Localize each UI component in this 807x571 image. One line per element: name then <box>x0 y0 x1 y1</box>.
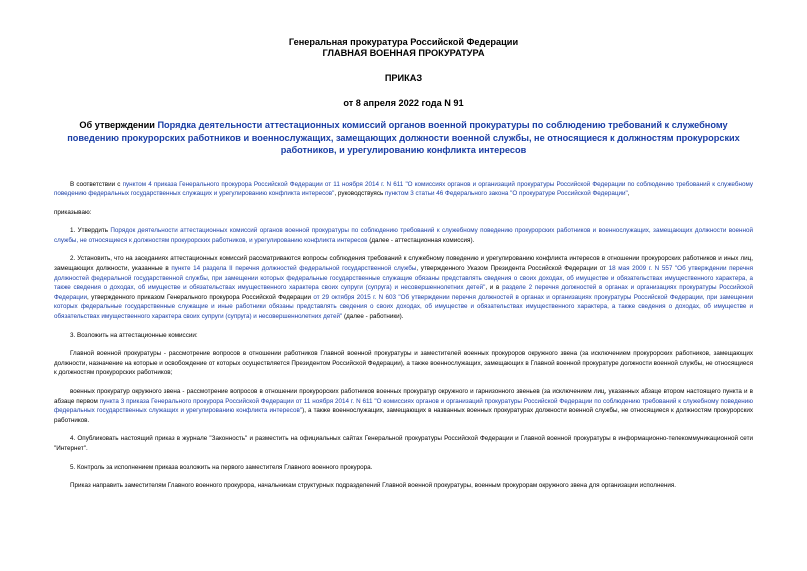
item-1: 1. Утвердить Порядок деятельности аттестационных комиссий органов военной прокуратуры по соблюдению требований к служебному поведению прокурорских работников и военнослужащих, замещающих должности военной службы, не относящиеся к должностям прокурорских работников, и урегулированию конфликта интересов (далее - аттестационная комиссия). <box>54 227 753 244</box>
distribution-paragraph: Приказ направить заместителям Главного военного прокурора, начальникам структурных подразделений Главной военной прокуратуры, военным прокурорам окружного звена для организации исполнения. <box>70 482 677 490</box>
preamble-paragraph: В соответствии с пунктом 4 приказа Генерального прокурора Российской Федерации от 11 ноября 2014 г. N 611 "О комиссиях органов и организаций прокуратуры Российской Федерации по соблюдению требований к служебному поведению федеральных государственных служащих и урегулированию конфликта интересов", руководствуясь пунктом 3 статьи 46 Федерального закона "О прокуратуре Российской Федерации", <box>54 180 754 198</box>
document-type: ПРИКАЗ <box>384 73 423 83</box>
item-2: 2. Установить, что на заседаниях аттестационных комиссий рассматриваются вопросы соблюдения требований к служебному поведению и урегулированию конфликта интересов в отношении прокурорских работников и иных лиц, замещающих должности, указанные в пункте 14 раздела II перечня должностей федеральной государственной службы, утвержденного Указом Президента Российской Федерации от 18 мая 2009 г. N 557 "Об утверждении перечня должностей федеральной государственной службы, при замещении которых федеральные государственные служащие обязаны представлять сведения о своих доходах, об имуществе и обязательствах имущественного характера, а также сведения о доходах, об имуществе и обязательствах имущественного характера своих супруги (супруга) и несовершеннолетних детей", и в разделе 2 перечня должностей в органах и организациях прокуратуры Российской Федерации, утвержденного приказом Генерального прокурора Российской Федерации от 29 октября 2015 г. N 603 "Об утверждении перечня должностей в органах и организациях прокуратуры Российской Федерации, при замещении которых федеральные государственные служащие и иные работники обязаны представлять сведения о своих доходах, об имуществе и обязательствах имущественного характера, а также сведения о доходах, об имуществе и обязательствах имущественного характера своих супруги (супруга) и несовершеннолетних детей" (далее - работники). <box>54 255 753 321</box>
section-2-link[interactable]: разделе 2 перечня должностей в органах и организациях прокуратуры Российской Федерации <box>54 284 753 301</box>
issuer-line-1: Генеральная прокуратура Российской Федерации <box>288 37 519 47</box>
order-word: приказываю: <box>54 208 92 216</box>
title-prefix: Об утверждении <box>79 120 158 130</box>
procedure-link[interactable]: Порядок деятельности аттестационных комиссий органов военной прокуратуры по соблюдению требований к служебному поведению прокурорских работников и военнослужащих, замещающих должности военной службы, не относящиеся к должностям прокурорских работников, и урегулированию конфликта интересов <box>54 227 753 244</box>
document-date-number: от 8 апреля 2022 года N 91 <box>343 98 464 108</box>
law-article-46-link[interactable]: пунктом 3 статьи 46 Федерального закона "О прокуратуре Российской Федерации" <box>385 190 628 198</box>
item-4: 4. Опубликовать настоящий приказ в журнале "Законность" и разместить на официальных сайтах Генеральной прокуратуры Российской Федерации и Главной военной прокуратуры в информационно-телекоммуникационной сети "Интернет". <box>54 435 753 452</box>
order-611-point-3-link[interactable]: пункта 3 приказа Генерального прокурора Российской Федерации от 11 ноября 2014 г. N 611 "О комиссиях органов и организаций прокуратуры Российской Федерации по соблюдению требований к служебному поведению федеральных государственных служащих и урегулированию конфликта интересов" <box>54 397 753 415</box>
section-14-link[interactable]: пункте 14 раздела II <box>171 265 233 273</box>
item-3: 3. Возложить на аттестационные комиссии: <box>70 331 198 339</box>
issuer-line-2: ГЛАВНАЯ ВОЕННАЯ ПРОКУРАТУРА <box>322 48 485 58</box>
positions-list-link[interactable]: перечня должностей федеральной государственной службы <box>235 265 417 273</box>
document-title <box>54 119 753 157</box>
item-5: 5. Контроль за исполнением приказа возложить на первого заместителя Главного военного прокурора. <box>70 463 373 471</box>
item-3-paragraph-a: Главной военной прокуратуры - рассмотрение вопросов в отношении работников Главной военной прокуратуры и заместителей военных прокуроров окружного звена (за исключением прокурорских работников, замещающих должности, назначение на которые и освобождение от которых осуществляется Президентом Российской Федерации), а также военнослужащих, замещающих в Главной военной прокуратуре должности военной службы, не относящиеся к должностям прокурорских работников; <box>54 350 753 377</box>
order-603-link[interactable]: от 29 октября 2015 г. N 603 "Об утверждении перечня должностей в органах и организациях прокуратуры Российской Федерации, при замещении которых федеральные государственные служащие и иные работники обязаны представлять сведения о своих доходах, об имуществе и обязательствах имущественного характера, а также сведения о доходах, об имуществе и обязательствах имущественного характера своих супруги (супруга) и несовершеннолетних детей" <box>54 293 753 321</box>
title-link[interactable]: Порядка деятельности аттестационных комиссий органов военной прокуратуры по соблюдению требований к служебному поведению прокурорских работников и военнослужащих, замещающих должности военной службы, не относящиеся к должностям прокурорских работников, и урегулированию конфликта интересов <box>67 120 740 155</box>
order-611-link[interactable]: пунктом 4 приказа Генерального прокурора Российской Федерации от 11 ноября 2014 г. N 611 "О комиссиях органов и организаций прокуратуры Российской Федерации по соблюдению требований к служебному поведению федеральных государственных служащих и урегулированию конфликта интересов" <box>54 180 754 198</box>
decree-557-link[interactable]: 18 мая 2009 г. N 557 "Об утверждении перечня должностей федеральной государственной службы, при замещении которых федеральные государственные служащие обязаны представлять сведения о своих доходах, об имуществе и обязательствах имущественного характера, а также сведения о доходах, об имуществе и обязательствах имущественного характера своих супруги (супруга) и несовершеннолетних детей" <box>54 265 753 292</box>
document-body <box>54 180 753 491</box>
item-3-paragraph-b: военных прокуратур окружного звена - рассмотрение вопросов в отношении прокурорских работников военных прокуратур окружного и гарнизонного звеньев (за исключением лиц, указанных абзаце втором настоящего пункта и в абзаце первом пункта 3 приказа Генерального прокурора Российской Федерации от 11 ноября 2014 г. N 611 "О комиссиях органов и организаций прокуратуры Российской Федерации по соблюдению требований к служебному поведению федеральных государственных служащих и урегулированию конфликта интересов"), а также военнослужащих, замещающих в названных военных прокуратурах должности военной службы, не относящиеся к должностям прокурорских работников. <box>54 388 753 424</box>
